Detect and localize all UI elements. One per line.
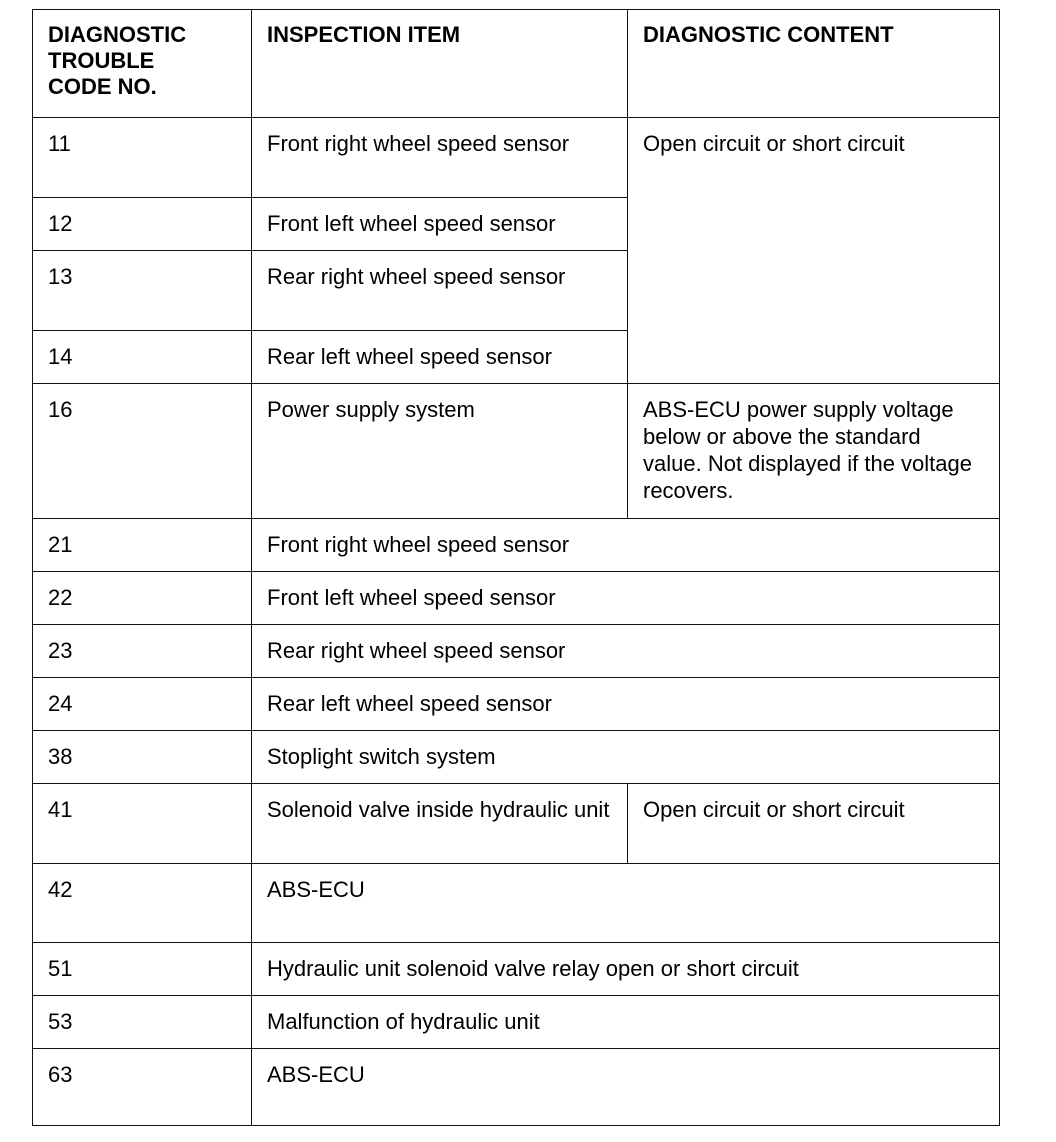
table-header-row	[33, 10, 1000, 118]
item-cell: Front right wheel speed sensor	[252, 519, 1000, 572]
item-cell: ABS-ECU	[252, 864, 1000, 943]
header-inspection-item: INSPECTION ITEM	[252, 10, 628, 118]
code-cell: 63	[33, 1049, 252, 1126]
code-cell: 53	[33, 996, 252, 1049]
table-row	[33, 1049, 1000, 1126]
item-cell: Malfunction of hydraulic unit	[252, 996, 1000, 1049]
table-row	[33, 731, 1000, 784]
item-cell: Front right wheel speed sensor	[252, 118, 628, 198]
item-cell: Front left wheel speed sensor	[252, 198, 628, 251]
table-row	[33, 572, 1000, 625]
code-cell: 22	[33, 572, 252, 625]
table-row	[33, 519, 1000, 572]
code-cell: 51	[33, 943, 252, 996]
item-cell: Hydraulic unit solenoid valve relay open or short circuit	[252, 943, 1000, 996]
code-cell: 13	[33, 251, 252, 331]
item-cell: ABS-ECU	[252, 1049, 1000, 1126]
code-cell: 24	[33, 678, 252, 731]
code-cell: 23	[33, 625, 252, 678]
table-row	[33, 784, 1000, 864]
header-code-line-1: DIAGNOSTIC	[48, 22, 187, 47]
table-row	[33, 943, 1000, 996]
code-cell: 14	[33, 331, 252, 384]
item-cell: Rear right wheel speed sensor	[252, 625, 1000, 678]
diagnostic-trouble-code-table	[32, 9, 1000, 1126]
code-cell: 41	[33, 784, 252, 864]
table-row	[33, 996, 1000, 1049]
item-cell: Rear right wheel speed sensor	[252, 251, 628, 331]
code-cell: 12	[33, 198, 252, 251]
table-row	[33, 678, 1000, 731]
code-cell: 38	[33, 731, 252, 784]
table-row	[33, 864, 1000, 943]
header-code-line-3: CODE NO.	[48, 74, 157, 99]
header-code-line-2: TROUBLE	[48, 48, 155, 73]
header-code-no	[33, 10, 252, 118]
item-cell: Rear left wheel speed sensor	[252, 331, 628, 384]
table-row	[33, 118, 1000, 198]
code-cell: 42	[33, 864, 252, 943]
code-cell: 11	[33, 118, 252, 198]
content-cell: Open circuit or short circuit	[628, 118, 1000, 384]
table-row	[33, 384, 1000, 519]
item-cell: Power supply system	[252, 384, 628, 519]
content-cell: ABS-ECU power supply voltage below or above the standard value. Not displayed if the voltage recovers.	[628, 384, 1000, 519]
table-row	[33, 625, 1000, 678]
item-cell: Stoplight switch system	[252, 731, 1000, 784]
content-cell: Open circuit or short circuit	[628, 784, 1000, 864]
item-cell: Front left wheel speed sensor	[252, 572, 1000, 625]
item-cell: Rear left wheel speed sensor	[252, 678, 1000, 731]
header-diagnostic-content: DIAGNOSTIC CONTENT	[628, 10, 1000, 118]
code-cell: 16	[33, 384, 252, 519]
item-cell: Solenoid valve inside hydraulic unit	[252, 784, 628, 864]
code-cell: 21	[33, 519, 252, 572]
